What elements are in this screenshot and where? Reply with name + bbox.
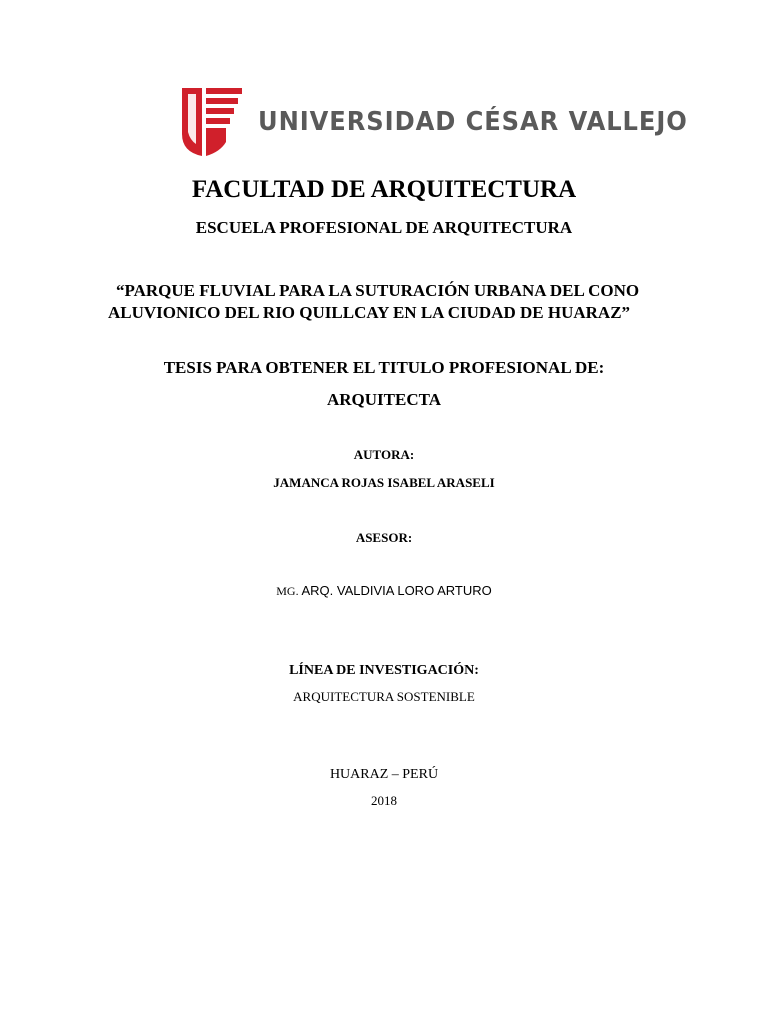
degree-title: ARQUITECTA	[327, 390, 441, 409]
thesis-title-line-1: “PARQUE FLUVIAL PARA LA SUTURACIÓN URBANA DEL CONO	[116, 281, 640, 300]
author-label: AUTORA:	[353, 447, 415, 462]
research-line-value: ARQUITECTURA SOSTENIBLE	[293, 689, 475, 704]
ucv-shield-icon	[180, 86, 244, 158]
thesis-title-line-2: ALUVIONICO DEL RIO QUILLCAY EN LA CIUDAD DE HUARAZ”	[108, 303, 631, 322]
advisor-label: ASESOR:	[355, 530, 413, 545]
research-line-label: LÍNEA DE INVESTIGACIÓN:	[289, 663, 479, 678]
thesis-title	[100, 280, 680, 324]
advisor-name	[0, 583, 768, 599]
school-heading: ESCUELA PROFESIONAL DE ARQUITECTURA	[195, 218, 573, 237]
place: HUARAZ – PERÚ	[329, 767, 439, 782]
advisor-prefix: MG.	[276, 584, 299, 598]
year: 2018	[371, 793, 397, 808]
university-logo	[180, 86, 720, 158]
faculty-heading: FACULTAD DE ARQUITECTURA	[191, 176, 577, 203]
author-name: JAMANCA ROJAS ISABEL ARASELI	[273, 475, 495, 490]
thesis-purpose: TESIS PARA OBTENER EL TITULO PROFESIONAL DE:	[163, 358, 605, 377]
advisor-full-name: ARQ. VALDIVIA LORO ARTURO	[298, 583, 492, 598]
university-name: UNIVERSIDAD CÉSAR VALLEJO	[258, 107, 688, 137]
